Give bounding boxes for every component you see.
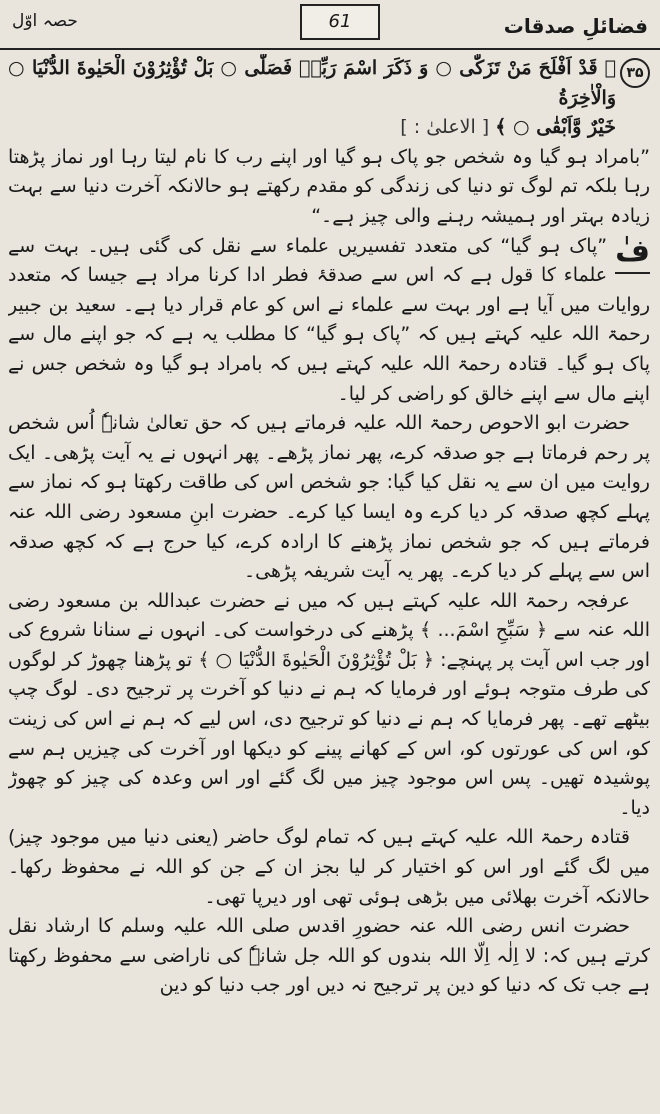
- commentary-paragraph: حضرت انس رضی اللہ عنہ حضورِ اقدس صلی اللہ علیہ وسلم کا ارشاد نقل کرتے ہیں کہ: لا اِلٰہ اِلّا اللہ بندوں کو اللہ جل شانہٗ کی ناراضی سے محفوظ رکھتا ہے جب تک کہ دنیا کو دین پر ترجیح نہ دیں اور جب دنیا کو دین: [8, 915, 650, 997]
- verse-translation: ”بامراد ہو گیا وہ شخص جو پاک ہو گیا اور اپنے رب کا نام لیتا رہا اور نماز پڑھتا رہا بلکہ تم لوگ تو دنیا کی زندگی کو مقدم رکھتے ہو حالانکہ آخرت دنیا سے بہت زیادہ بہتر اور ہمیشہ رہنے والی چیز ہے۔“: [8, 145, 650, 227]
- verse-line-1: ﴿ قَدْ اَفْلَحَ مَنْ تَزَكّٰى ○ وَ ذَكَرَ اسْمَ رَبِّهٖ فَصَلّٰى ○ بَلْ تُؤْثِرُوْنَ الْحَيٰوةَ الدُّنْيَا ○ وَالْاٰخِرَةُ: [8, 57, 616, 109]
- commentary-paragraph: ”پاک ہو گیا“ کی متعدد تفسیریں علماء سے نقل کی گئی ہیں۔ بہت سے علماء کا قول ہے کہ اس سے صدقۂ فطر ادا کرنا مراد ہے جیسا کہ متعدد روایات میں آیا ہے اور بہت سے علماء نے اس کو عام قرار دیا ہے۔ سعید بن جبیر رحمۃ اللہ علیہ کہتے ہیں کہ ”پاک ہو گیا“ کا مطلب یہ ہے کہ جو اپنے مال سے پاک ہو گیا۔ قتادہ رحمۃ اللہ علیہ کہتے ہیں کہ بامراد ہو گیا وہ شخص جس نے اپنے مال سے اپنے خالق کو راضی کر لیا۔: [8, 234, 650, 405]
- commentary-paragraph: حضرت ابو الاحوص رحمۃ اللہ علیہ فرماتے ہیں کہ حق تعالیٰ شانہٗ اُس شخص پر رحم فرماتا ہے جو صدقہ کرے، پھر نماز پڑھے۔ پھر انہوں نے یہ آیت پڑھی۔ ایک روایت میں ان سے یہ نقل کیا گیا: جو شخص اس کی طاقت رکھتا ہو کہ نماز سے پہلے کچھ صدقہ کر دیا کرے وہ ایسا کیا کرے۔ حضرت ابنِ مسعود رضی اللہ عنہ فرماتے ہیں کہ جو شخص نماز پڑھنے کا ارادہ کرے، کیا حرج ہے کہ کچھ صدقہ اس سے پہلے کر دیا کرے۔ پھر یہ آیت شریفہ پڑھی۔: [8, 412, 650, 583]
- commentary-paragraph: قتادہ رحمۃ اللہ علیہ کہتے ہیں کہ تمام لوگ حاضر (یعنی دنیا میں موجود چیز) میں لگ گئے اور اس کو اختیار کر لیا بجز ان کے جن کو اللہ نے محفوظ رکھا۔ حالانکہ آخرت بھلائی میں بڑھی ہوئی تھی اور دیرپا تھی۔: [8, 826, 650, 908]
- verse-number-badge: ۳۵: [620, 58, 650, 88]
- book-title: فضائلِ صدقات: [503, 14, 648, 38]
- page-number: 61: [300, 4, 380, 40]
- verse-block: [8, 54, 650, 143]
- fa-commentary-marker: فٰ: [615, 232, 650, 274]
- page-header: [0, 0, 660, 50]
- commentary-paragraph: عرفجہ رحمۃ اللہ علیہ کہتے ہیں کہ میں نے حضرت عبداللہ بن مسعود رضی اللہ عنہ سے ﴿ سَبِّحِ اسْمَ... ﴾ پڑھنے کی درخواست کی۔ انہوں نے سنانا شروع کی اور جب اس آیت پر پہنچے: ﴿ بَلْ تُؤْثِرُوْنَ الْحَيٰوةَ الدُّنْيَا ○ ﴾ تو پڑھنا چھوڑ کر لوگوں کی طرف متوجہ ہوئے اور فرمایا کہ ہم نے دنیا کو آخرت پر ترجیح دی۔ لوگ چپ بیٹھے تھے۔ پھر فرمایا کہ ہم نے دنیا کو ترجیح دی، اس لیے کہ ہم نے اس کی زینت کو، اس کی عورتوں کو، اس کے کھانے پینے کو دیکھا اور آخرت کی چیزیں ہم سے پوشیدہ تھیں۔ پس اس موجود چیز میں لگ گئے اور اس وعدہ کی چیز کو چھوڑ دیا۔: [8, 589, 650, 819]
- volume-label: حصہ اوّل: [12, 11, 78, 31]
- page-body: [8, 54, 650, 1108]
- verse-line-2: خَيْرٌ وَّاَبْقٰى ○ ﴾: [495, 116, 616, 139]
- verse-reference: [ الاعلیٰ : ]: [400, 116, 490, 139]
- explanation-block: [8, 232, 650, 410]
